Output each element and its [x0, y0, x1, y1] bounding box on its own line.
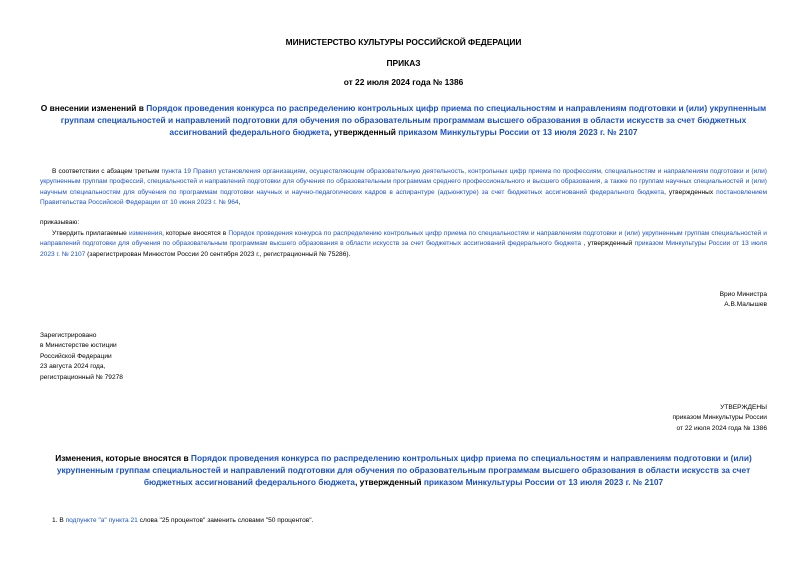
doc-type-heading: ПРИКАЗ — [386, 58, 421, 68]
approved-block — [672, 403, 767, 434]
signature-block — [720, 290, 767, 311]
changes-procedure-link[interactable]: Порядок проведения конкурса по распределению контрольных цифр приема по специальностям и направлениям подготовки и (или) укрупненным группам специальностей и направлений подготовки для обучения по образовательным программам высшего образования в области искусств за счет бюджетных ассигнований федерального бюджета — [56, 453, 752, 487]
registration-line-3: Российской Федерации — [40, 352, 112, 360]
approved-line-1: УТВЕРЖДЕНЫ — [720, 404, 767, 411]
signature-position: Врио Министра — [719, 291, 767, 298]
item-1-part1: 1. В — [52, 517, 66, 524]
item-1-part2: слова "25 процентов" заменить словами "50 процентов". — [137, 517, 314, 524]
preamble-part1: В соответствии с абзацем третьим — [52, 168, 162, 175]
signature-name: А.В.Малышев — [724, 301, 767, 309]
approved-line-3: от 22 июля 2024 года № 1386 — [676, 424, 767, 432]
approve-part1: Утвердить прилагаемые — [52, 230, 129, 237]
approved-line-2: приказом Минкультуры России — [672, 414, 767, 422]
approve-procedure-link[interactable]: Порядок проведения конкурса по распределению контрольных цифр приема по специальностям и направлениям подготовки и (или) укрупненным группам специальностей и направлений подготовки для обучения по образовательным программам высшего образования в области искусств за счет бюджетных ассигнований федерального бюджета — [40, 230, 767, 248]
order-title — [40, 102, 767, 138]
ministry-heading: МИНИСТЕРСТВО КУЛЬТУРЫ РОССИЙСКОЙ ФЕДЕРАЦИИ — [285, 37, 522, 47]
registration-line-4: 23 августа 2024 года, — [40, 363, 106, 371]
government-decree-964-link[interactable]: постановлением Правительства Российской Федерации от 10 июня 2023 г. № 964 — [40, 188, 767, 207]
changes-title — [40, 452, 767, 488]
registration-line-1: Зарегистрировано — [40, 332, 97, 339]
order-title-middle: , утвержденный — [329, 127, 399, 137]
procedure-link[interactable]: Порядок проведения конкурса по распределению контрольных цифр приема по специальностям и направлениям подготовки и (или) укрупненным группам специальностей и направлений подготовки для обучения по образовательным программам высшего образования в области искусств за счет бюджетных ассигнований федерального бюджета — [60, 103, 767, 137]
registration-line-2: в Министерстве юстиции — [40, 342, 117, 350]
order-title-prefix: О внесении изменений в — [40, 103, 147, 113]
preamble-part3: , — [238, 199, 241, 207]
changes-order-2107-link[interactable]: приказом Минкультуры России от 13 июля 2023 г. № 2107 — [423, 477, 664, 487]
rules-item-19-link[interactable]: пункта 19 Правил установления организациям, осуществляющим образовательную деятельность, контрольных цифр приема по профессиям, специальностям и направлениям подготовки и (или) укрупненным группам профессий, специальностей и направлений подготовки для обучения по образовательным программам среднего профессионального и высшего образования, а также по группам научных специальностей и (или) научным специальностям для обучения по программам подготовки научных и научно-педагогических кадров в аспирантуре (адъюнктуре) за счет бюджетных ассигнований федерального бюджета — [40, 168, 767, 196]
order-word: приказываю: — [40, 219, 80, 226]
preamble-part2: , утвержденных — [664, 188, 717, 196]
subitem-a-item-21-link[interactable]: подпункте "а" пункта 21 — [65, 517, 138, 524]
changes-title-middle: , утвержденный — [354, 477, 424, 487]
approve-part4: (зарегистрирован Минюстом России 20 сентября 2023 г., регистрационный № 75286). — [85, 250, 351, 258]
registration-block — [40, 331, 123, 383]
approve-part3: , утвержденный — [581, 240, 635, 248]
changes-title-prefix: Изменения, которые вносятся в — [55, 453, 191, 463]
approve-paragraph — [40, 229, 767, 260]
preamble-paragraph — [40, 167, 767, 209]
approve-part2: , которые вносятся в — [162, 230, 229, 237]
registration-line-5: регистрационный № 79278 — [40, 373, 123, 381]
order-date-number: от 22 июля 2024 года № 1386 — [343, 77, 464, 87]
order-2107-link[interactable]: приказом Минкультуры России от 13 июля 2023 г. № 2107 — [398, 127, 638, 137]
changes-link[interactable]: изменения — [128, 230, 163, 237]
item-1 — [52, 516, 313, 526]
approve-order-2107-link[interactable]: приказом Минкультуры России от 13 июля 2023 г. № 2107 — [40, 240, 767, 258]
